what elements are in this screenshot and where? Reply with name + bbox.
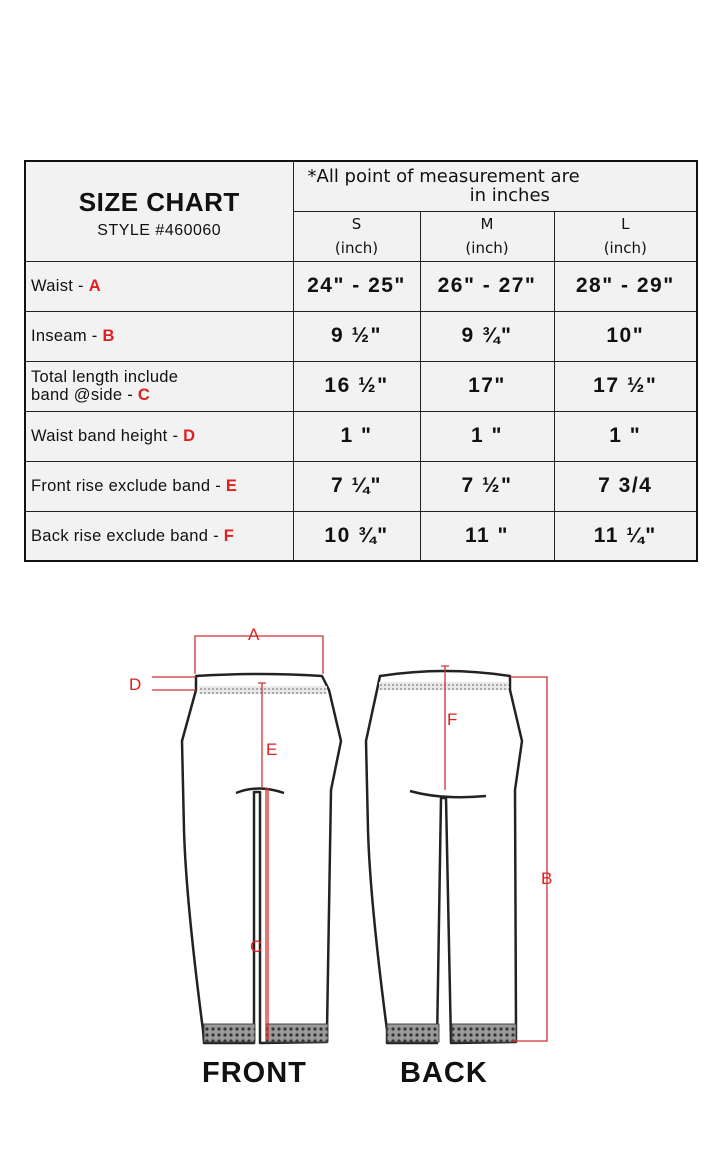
- garment-diagram: [0, 600, 720, 1152]
- value-s: 24" - 25": [293, 261, 420, 311]
- size-header-m: [420, 211, 554, 261]
- dimension-letter-e: E: [266, 740, 278, 759]
- size-header-s: [293, 211, 420, 261]
- value-m: 11 ": [420, 511, 554, 561]
- table-row-back-rise: [25, 511, 697, 561]
- size-chart-title: SIZE CHART: [78, 186, 240, 217]
- size-label: M: [480, 215, 494, 233]
- value-l: 17 ½": [554, 361, 697, 411]
- row-label: Total length include band @side - C: [25, 361, 293, 411]
- measurement-note: [293, 161, 697, 211]
- dimension-letter-d: D: [129, 675, 142, 694]
- size-unit: (inch): [603, 239, 647, 257]
- table-row-waist-band: [25, 411, 697, 461]
- table-row-inseam: [25, 311, 697, 361]
- note-line-2: in inches: [469, 185, 550, 207]
- dimension-letter: F: [223, 526, 235, 545]
- table-row-front-rise: [25, 461, 697, 511]
- value-m: 26" - 27": [420, 261, 554, 311]
- value-s: 10 ¾": [293, 511, 420, 561]
- size-label: S: [351, 215, 362, 233]
- back-leggings: [366, 671, 522, 1043]
- dimension-letter-a: A: [248, 625, 260, 644]
- value-l: 11 ¼": [554, 511, 697, 561]
- size-label: L: [621, 215, 630, 233]
- title-cell: [25, 161, 293, 261]
- front-label: FRONT: [202, 1057, 307, 1089]
- value-s: 7 ¼": [293, 461, 420, 511]
- value-l: 1 ": [554, 411, 697, 461]
- value-l: 10": [554, 311, 697, 361]
- value-l: 7 3/4: [554, 461, 697, 511]
- dimension-letter-f: F: [447, 710, 458, 729]
- value-m: 17": [420, 361, 554, 411]
- dimension-letter: B: [102, 327, 115, 345]
- size-chart-table: [24, 160, 698, 562]
- row-label: Waist band height - D: [25, 411, 293, 461]
- row-label: Inseam - B: [25, 311, 293, 361]
- leggings-illustration: [0, 600, 720, 1152]
- note-line-1: *All point of measurement are: [307, 166, 580, 188]
- dimension-letter: C: [137, 386, 151, 404]
- table-row-waist: [25, 261, 697, 311]
- value-l: 28" - 29": [554, 261, 697, 311]
- value-m: 7 ½": [420, 461, 554, 511]
- dimension-letter: D: [183, 427, 196, 445]
- size-header-l: [554, 211, 697, 261]
- table-row-total-length: [25, 361, 697, 411]
- value-s: 16 ½": [293, 361, 420, 411]
- value-s: 9 ½": [293, 311, 420, 361]
- value-s: 1 ": [293, 411, 420, 461]
- size-unit: (inch): [334, 239, 379, 257]
- style-number: STYLE #460060: [97, 221, 222, 239]
- dimension-letter: A: [88, 277, 101, 295]
- dimension-letter: E: [225, 477, 238, 495]
- size-unit: (inch): [465, 239, 509, 257]
- dimension-letter-b: B: [541, 869, 553, 888]
- row-label: Front rise exclude band - E: [25, 461, 293, 511]
- value-m: 9 ¾": [420, 311, 554, 361]
- row-label: Waist - A: [25, 261, 293, 311]
- dimension-letter-c: C: [250, 937, 263, 956]
- back-label: BACK: [400, 1057, 488, 1089]
- row-label: Back rise exclude band - F: [25, 511, 293, 561]
- value-m: 1 ": [420, 411, 554, 461]
